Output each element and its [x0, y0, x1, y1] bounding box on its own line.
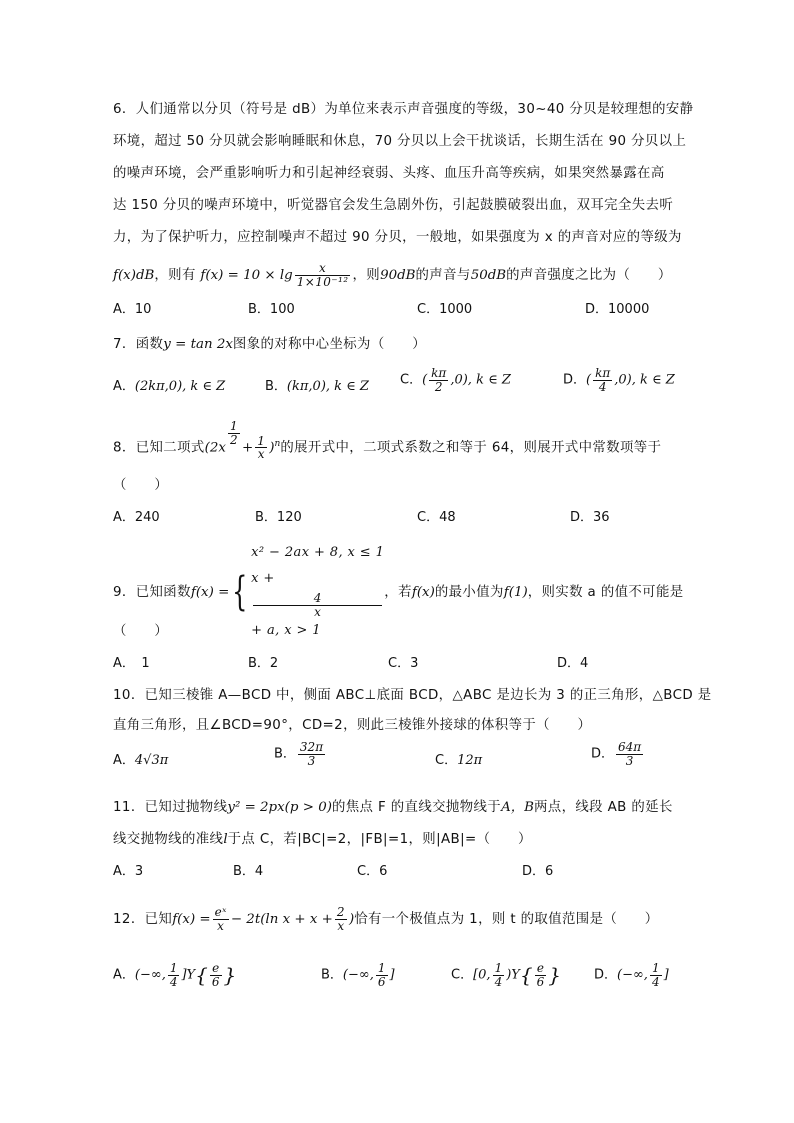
q9-stem: 9．已知函数f(x) ={ x² − 2ax + 8, x ≤ 1 x + 4 x + a, x > 1 ，若f(x)的最小值为f(1)，则实数 a 的值不可能是 [113, 540, 684, 644]
q11-line-2: 线交抛物线的准线l于点 C，若|BC|=2，|FB|=1，则|AB|=（ ） [113, 832, 532, 847]
q6-option-b: B．100 [248, 302, 295, 317]
q7-option-a: A．(2kπ,0), k ∈ Z [113, 379, 226, 394]
q11-option-d: D．6 [522, 864, 554, 879]
q6-option-c: C．1000 [417, 302, 473, 317]
q7-option-c: C．( $\frac{k\pi}{2}$ ,0), k ∈ Z [400, 366, 511, 394]
q7-option-d: D．( $\frac{k\pi}{4}$ ,0), k ∈ Z [563, 366, 675, 394]
q6-line-4: 达 150 分贝的噪声环境中，听觉器官会发生急剧外伤，引起鼓膜破裂出血，双耳完全失去听 [113, 198, 674, 213]
q11-line-1: 11．已知过抛物线y² = 2px(p > 0)的焦点 F 的直线交抛物线于A，B两点，线段 AB 的延长 [113, 800, 673, 815]
q11-option-b: B．4 [233, 864, 264, 879]
q6-fx-db: f(x)dB [113, 268, 155, 284]
q9-option-a: A． 1 [113, 656, 150, 671]
q6-fraction: $\frac{x}{\text{1×10⁻¹²}}$ [296, 261, 349, 289]
q9-piecewise: x² − 2ax + 8, x ≤ 1 x + 4 x + a, x > 1 [251, 545, 385, 639]
q6-line-5: 力，为了保护听力，应控制噪声不超过 90 分贝，一般地，如果强度为 x 的声音对应的等级为 [113, 230, 682, 245]
q8-option-b: B．120 [255, 510, 302, 525]
q7-function: y = tan 2x [163, 337, 233, 352]
q10-option-c: C．12π [435, 753, 483, 768]
q12-option-d: D．(−∞, $\frac{1}{4}$ ] [594, 961, 669, 989]
q10-option-d: D． $\frac{64\pi}{3}$ [591, 740, 642, 768]
q12-option-b: B．(−∞, $\frac{1}{6}$ ] [321, 961, 395, 989]
q6-option-d: D．10000 [585, 302, 650, 317]
q12-option-a: A．(−∞, $\frac{1}{4}$ ]Y{ $\frac{e}{6}$ } [113, 961, 237, 989]
q11-option-c: C．6 [357, 864, 388, 879]
q6-line-3: 的噪声环境，会严重影响听力和引起神经衰弱、头疼、血压升高等疾病，如果突然暴露在高 [113, 166, 665, 181]
q8-option-c: C．48 [417, 510, 456, 525]
q8-option-a: A．240 [113, 510, 160, 525]
q7-option-b: B．(kπ,0), k ∈ Z [265, 379, 369, 394]
q9-option-c: C．3 [388, 656, 419, 671]
q10-option-b: B． $\frac{32\pi}{3}$ [274, 740, 324, 768]
q8-option-d: D．36 [570, 510, 610, 525]
q8-stem: 8．已知二项式(2x $\frac{1}{2}$ + $\frac{1}{x}$ )$^n$的展开式中，二项式系数之和等于 64，则展开式中常数项等于 [113, 419, 662, 462]
q8-paren: （ ） [113, 478, 169, 493]
q10-option-a: A．4√3π [113, 753, 169, 768]
q12-option-c: C．[0, $\frac{1}{4}$ )Y{ $\frac{e}{6}$ } [451, 961, 561, 989]
q10-line-2: 直角三角形，且∠BCD=90°，CD=2，则此三棱锥外接球的体积等于（ ） [113, 718, 592, 733]
q12-stem: 12．已知f(x) = $\frac{\text{eˣ}}{x}$ − 2t(ln x + x + $\frac{2}{x}$ )恰有一个极值点为 1，则 t 的取值范围是（ ） [113, 905, 659, 933]
q9-option-d: D．4 [557, 656, 589, 671]
q10-line-1: 10．已知三棱锥 A—BCD 中，侧面 ABC⊥底面 BCD，△ABC 是边长为 3 的正三角形，△BCD 是 [113, 688, 712, 703]
q7-stem: 7．函数y = tan 2x图象的对称中心坐标为（ ） [113, 337, 426, 352]
q6-line-6: f(x)dB，则有 f(x) = 10 × lg $\frac{x}{\text{1×10⁻¹²}}$ ，则90dB的声音与50dB的声音强度之比为（ ） [113, 261, 672, 289]
q9-paren: （ ） [113, 624, 169, 639]
q9-option-b: B．2 [248, 656, 279, 671]
q6-line-2: 环境，超过 50 分贝就会影响睡眠和休息，70 分贝以上会干扰谈话，长期生活在 90 分贝以上 [113, 134, 687, 149]
q11-option-a: A．3 [113, 864, 144, 879]
q6-option-a: A．10 [113, 302, 152, 317]
q6-line-1: 6．人们通常以分贝（符号是 dB）为单位来表示声音强度的等级，30~40 分贝是较理想的安静 [113, 102, 694, 117]
q6-formula: f(x) = 10 × lg [200, 268, 293, 284]
